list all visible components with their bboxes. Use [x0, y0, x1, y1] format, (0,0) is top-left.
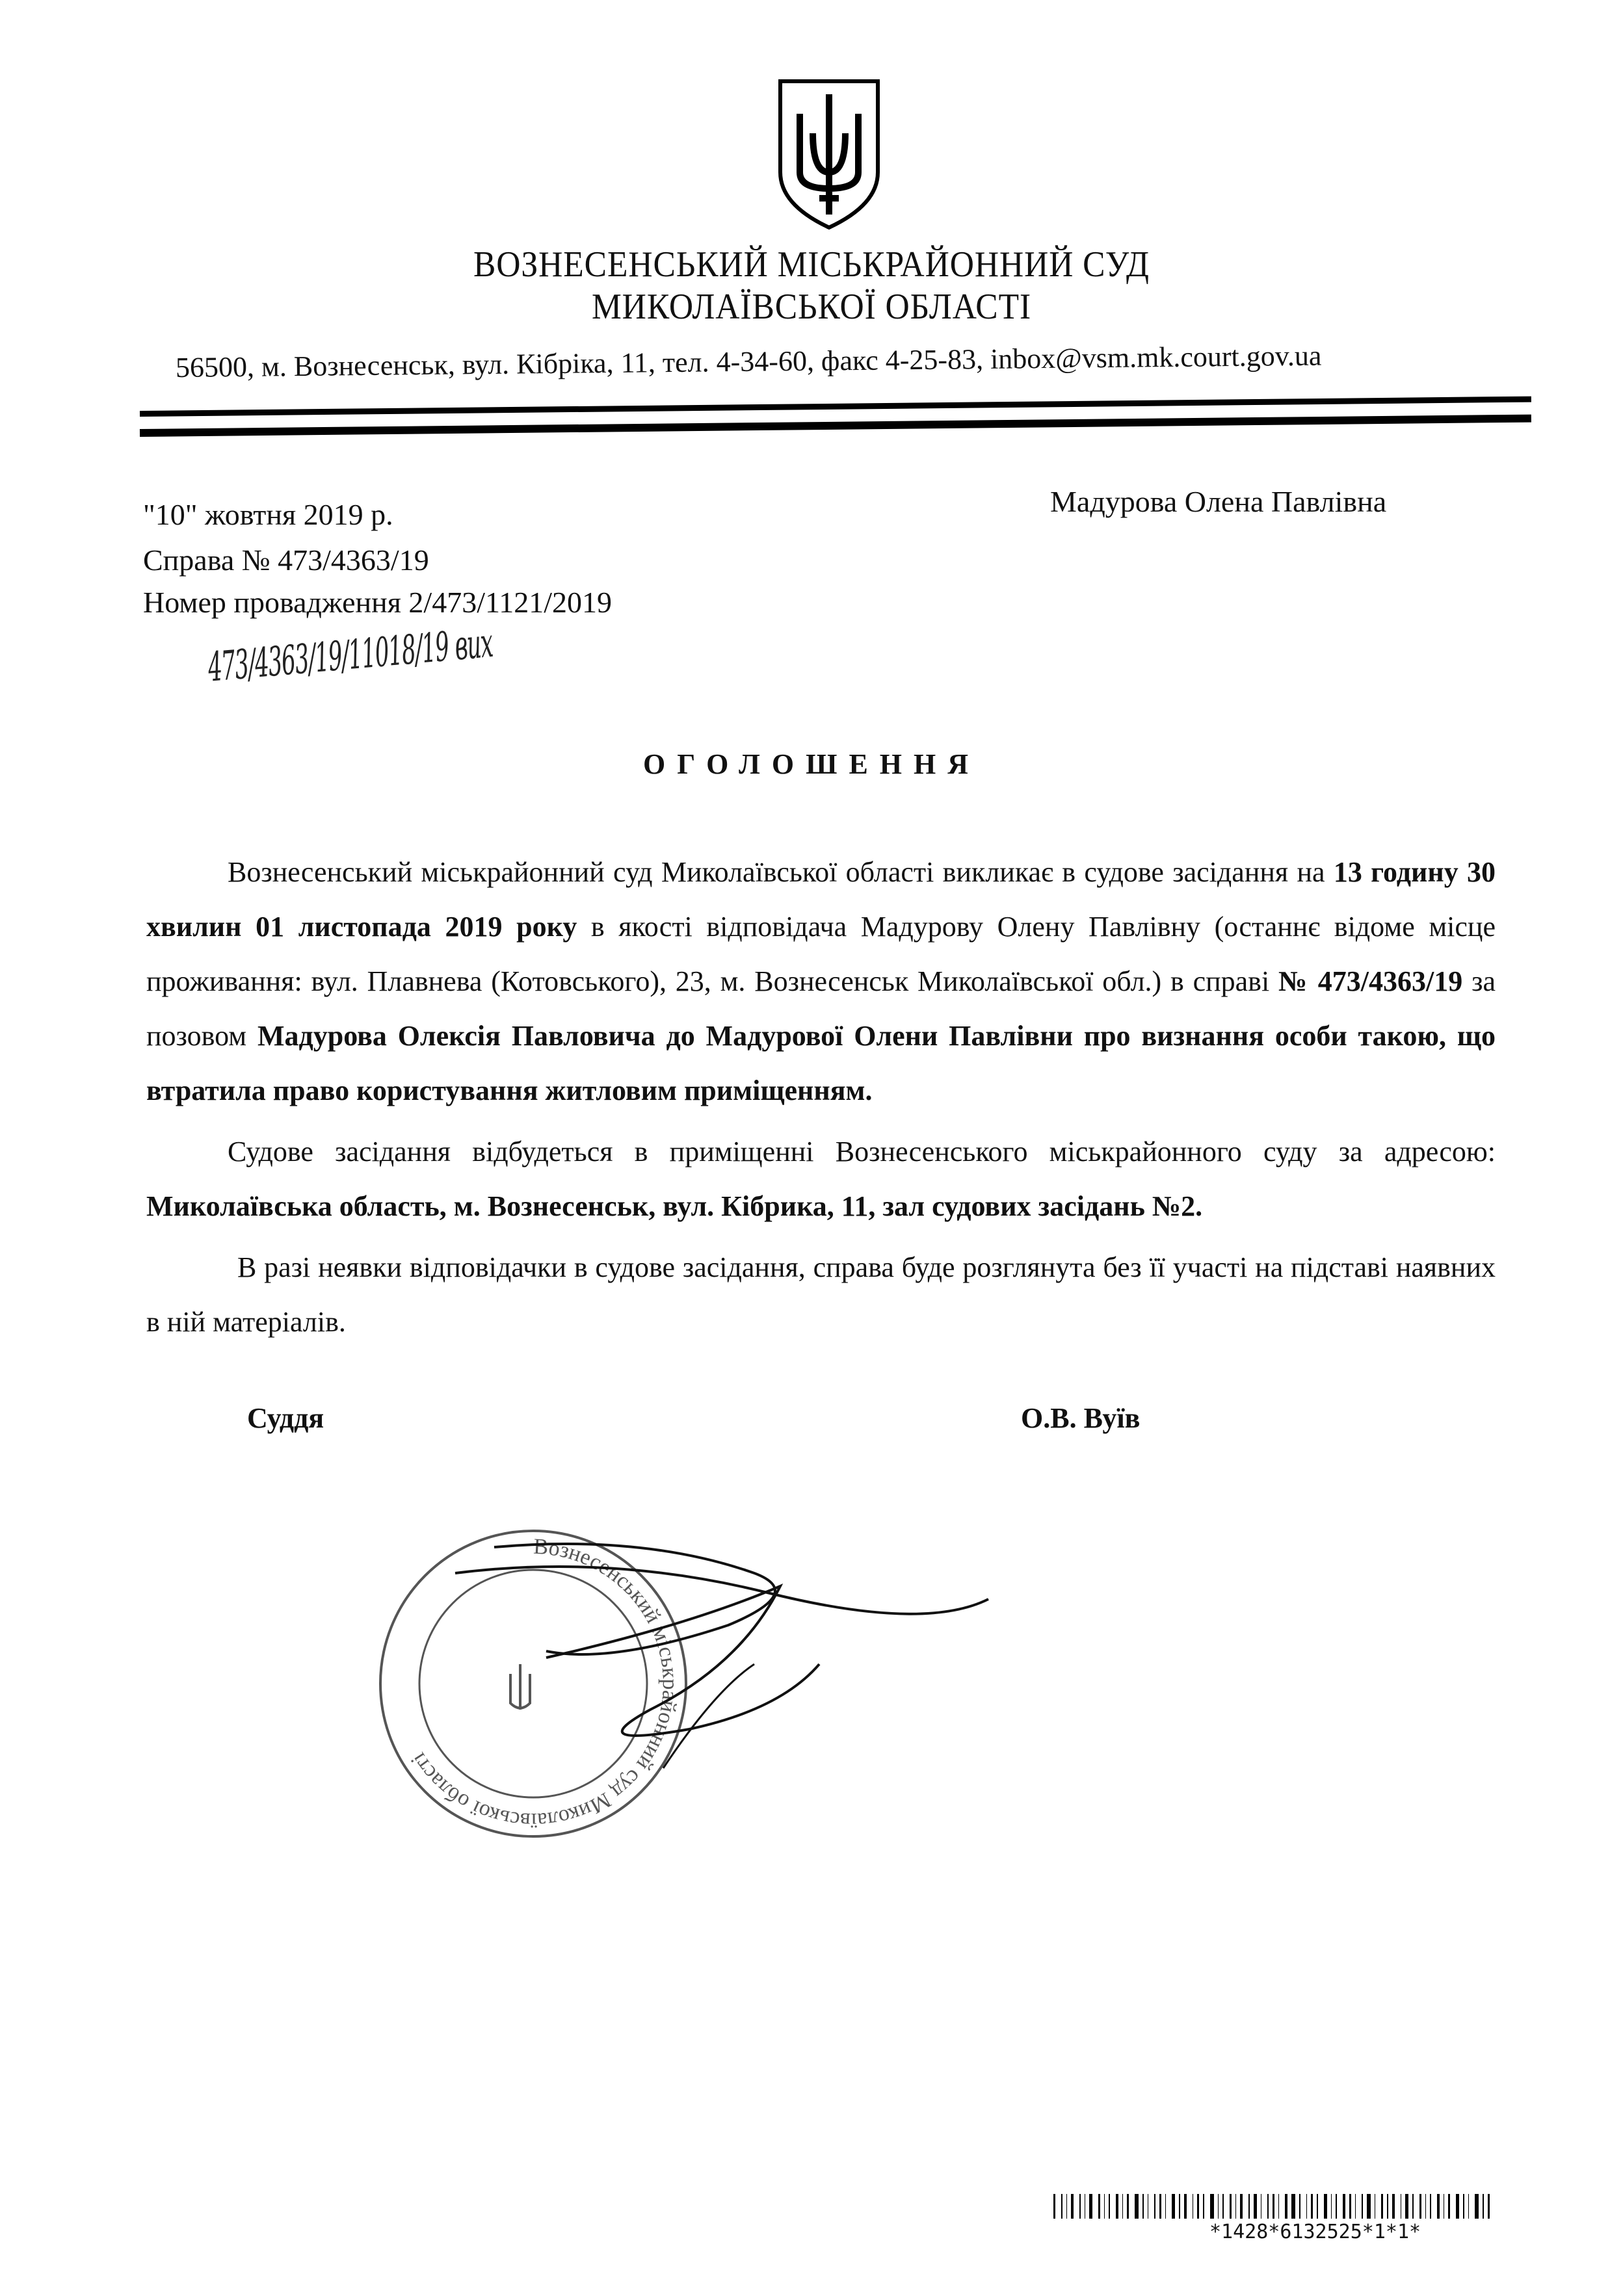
barcode-bar: [1230, 2194, 1232, 2219]
trident-emblem-icon: [774, 75, 884, 231]
header-divider-thick: [140, 415, 1531, 437]
barcode-bar: [1104, 2194, 1105, 2219]
barcode-bar: [1172, 2194, 1175, 2219]
barcode-bar: [1430, 2194, 1431, 2219]
barcode-bar: [1203, 2194, 1204, 2219]
text: Судове засідання відбудеться в приміщенні Вознесенського міськрайонного суду за адресою:: [228, 1136, 1496, 1168]
barcode-bar: [1468, 2194, 1469, 2219]
notice-heading: ОГОЛОШЕННЯ: [642, 748, 981, 780]
barcode-bar: [1475, 2194, 1479, 2219]
hearing-location: Миколаївська область, м. Вознесенськ, вул. Кібрика, 11, зал судових засідань №2.: [146, 1190, 1203, 1222]
barcode-bar: [1142, 2194, 1144, 2219]
barcode-bar: [1267, 2194, 1269, 2219]
barcode-bar: [1165, 2194, 1166, 2219]
notice-paragraph-2: [146, 1125, 1496, 1234]
barcode-number: *1428*6132525*1*1*: [1209, 2221, 1421, 2243]
barcode-bar: [1098, 2194, 1100, 2219]
barcode-bar: [1154, 2194, 1155, 2219]
svg-text:Вознесенський міськрайонний су: Вознесенський міськрайонний суд Миколаївської області: [406, 1534, 682, 1833]
barcode-bar: [1306, 2194, 1307, 2219]
barcode-bar: [1419, 2194, 1421, 2219]
handwritten-outgoing-number: 473/4363/19/11018/19 вих: [205, 618, 495, 691]
proceeding-number: Номер провадження 2/473/1121/2019: [143, 586, 613, 619]
barcode-bar: [1381, 2194, 1383, 2219]
barcode-bar: [1273, 2194, 1274, 2219]
court-name: ВОЗНЕСЕНСЬКИЙ МІСЬКРАЙОННИЙ СУД: [473, 244, 1150, 285]
barcode-bar: [1483, 2194, 1484, 2219]
barcode-bar: [1412, 2194, 1414, 2219]
case-ref: № 473/4363/19: [1278, 965, 1463, 997]
barcode-bar: [1405, 2194, 1408, 2219]
addressee: Мадурова Олена Павлівна: [1050, 485, 1387, 518]
judge-signature: [416, 1495, 1001, 1788]
barcode-bar: [1425, 2194, 1426, 2219]
barcode-bar: [1343, 2194, 1345, 2219]
barcode-bar: [1254, 2194, 1257, 2219]
barcode-bar: [1448, 2194, 1450, 2219]
signature-row: [146, 1402, 1496, 1441]
barcode-bar: [1285, 2194, 1287, 2219]
header-divider: [140, 397, 1531, 417]
barcode-bar: [1116, 2194, 1118, 2219]
notice-paragraph-1: [146, 845, 1496, 1118]
barcode-bar: [1331, 2194, 1332, 2219]
hearing-time: 13 годину 30 хвилин 01 листопада 2019 року: [146, 856, 1496, 943]
barcode-bar: [1159, 2194, 1161, 2219]
barcode-bar: [1135, 2194, 1139, 2219]
judge-name: О.В. Вуїв: [1021, 1402, 1141, 1434]
barcode-bar: [1210, 2194, 1214, 2219]
barcode-bar: [1317, 2194, 1318, 2219]
barcode-bar: [1387, 2194, 1388, 2219]
barcode-bar: [1071, 2194, 1074, 2219]
notice-paragraph-3: В разі неявки відповідачки в судове засідання, справа буде розглянута без її участі на підставі наявних в ній матеріалів.: [146, 1251, 1496, 1338]
case-number: Справа № 473/4363/19: [143, 543, 429, 577]
barcode-bar: [1392, 2194, 1395, 2219]
barcode-bar: [1299, 2194, 1300, 2219]
document-date: "10" жовтня 2019 р.: [143, 498, 393, 531]
barcode-bar: [1053, 2194, 1055, 2219]
barcode-bar: [1311, 2194, 1313, 2219]
barcode-bar: [1184, 2194, 1187, 2219]
barcode-bar: [1109, 2194, 1110, 2219]
court-address: 56500, м. Вознесенськ, вул. Кібріка, 11, тел. 4-34-60, факс 4-25-83, inbox@vsm.mk.court.gov.ua: [175, 339, 1322, 384]
barcode-bar: [1362, 2194, 1363, 2219]
barcode-bar: [1240, 2194, 1243, 2219]
barcode-bar: [1179, 2194, 1180, 2219]
barcode-bar: [1235, 2194, 1236, 2219]
text: за позовом: [146, 965, 1496, 1052]
barcode-bar: [1127, 2194, 1129, 2219]
barcode-bar: [1488, 2194, 1490, 2219]
barcode-bar: [1278, 2194, 1279, 2219]
barcode-bar: [1355, 2194, 1356, 2219]
barcode-bar: [1324, 2194, 1327, 2219]
barcode-bar: [1122, 2194, 1123, 2219]
barcode-bar: [1248, 2194, 1250, 2219]
signatory-role: Суддя: [247, 1402, 324, 1434]
barcode-bar: [1349, 2194, 1351, 2219]
barcode-bar: [1291, 2194, 1295, 2219]
barcode-bar: [1336, 2194, 1337, 2219]
barcode-bar: [1061, 2194, 1062, 2219]
barcode-bar: [1066, 2194, 1067, 2219]
barcode-bar: [1456, 2194, 1459, 2219]
notice-body: [146, 845, 1496, 1441]
barcode-bar: [1218, 2194, 1219, 2219]
barcode-bar: [1222, 2194, 1224, 2219]
barcode-bar: [1197, 2194, 1199, 2219]
text: Вознесенський міськрайонний суд Миколаївської області викликає в судове засідання на: [228, 856, 1334, 888]
barcode-bar: [1437, 2194, 1440, 2219]
court-region: МИКОЛАЇВСЬКОЇ ОБЛАСТІ: [591, 287, 1032, 327]
barcode-bar: [1079, 2194, 1081, 2219]
barcode-bar: [1089, 2194, 1092, 2219]
barcode-bar: [1367, 2194, 1371, 2219]
barcode-bar: [1463, 2194, 1464, 2219]
text: в якості відповідача Мадурову Олену Павлівну (останнє відоме місце проживання: вул. Плавнева (Котовського), 23, м. Вознесенськ Миколаївської обл.) в справі: [146, 911, 1496, 997]
claim-subject: Мадурова Олексія Павловича до Мадурової Олени Павлівни про визнання особи такою, що втратила право користування житловим приміщенням.: [146, 1020, 1496, 1106]
barcode: [1053, 2194, 1548, 2219]
